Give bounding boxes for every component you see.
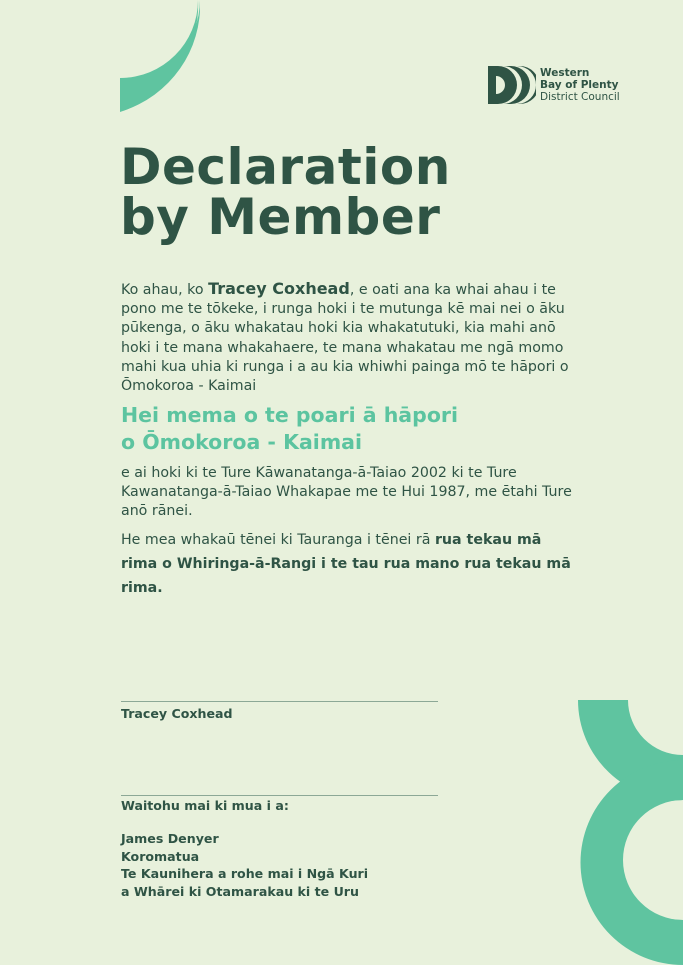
witness-org-line-1: Te Kaunihera a rohe mai i Ngā Kuri bbox=[121, 866, 369, 881]
council-logo-text bbox=[540, 67, 620, 103]
member-name: Tracey Coxhead bbox=[208, 279, 350, 298]
title-line-1: Declaration bbox=[120, 138, 451, 196]
member-signature-line bbox=[121, 701, 438, 702]
witness-block bbox=[121, 830, 368, 900]
decorative-arc-top bbox=[110, 0, 200, 112]
witness-org-line-2: a Whārei ki Otamarakau ki te Uru bbox=[121, 883, 359, 899]
witness-label: Waitohu mai ki mua i a: bbox=[121, 798, 289, 813]
board-subheading bbox=[121, 402, 581, 456]
declaration-intro bbox=[121, 279, 581, 396]
subheading-line-2: o Ōmokoroa - Kaimai bbox=[121, 430, 363, 454]
logo-line-3: District Council bbox=[540, 91, 620, 103]
signer-name: Tracey Coxhead bbox=[121, 706, 233, 721]
council-logo bbox=[486, 64, 620, 106]
witness-signature-line bbox=[121, 795, 438, 796]
witness-name: James Denyer bbox=[121, 831, 219, 846]
logo-line-1: Western bbox=[540, 67, 590, 79]
page-title bbox=[120, 138, 451, 246]
subheading-line-1: Hei mema o te poari ā hāpori bbox=[121, 403, 459, 427]
legislation-paragraph: e ai hoki ki te Ture Kāwanatanga-ā-Taiao 2002 ki te Ture Kawanatanga-ā-Taiao Whakapae me te Hui 1987, me ētahi Ture anō rānei. bbox=[121, 465, 572, 519]
council-logo-mark-icon bbox=[486, 64, 536, 106]
decorative-rings-bottom bbox=[560, 690, 683, 965]
title-line-2: by Member bbox=[120, 188, 441, 246]
intro-before: Ko ahau, ko bbox=[121, 282, 209, 298]
intro-after: , e oati ana ka whai ahau i te pono me te tōkeke, i runga hoki i te mutunga kē mai nei o āku pūkenga, o āku whakatau hoki kia whakatutuki, kia mahi anō hoki i te mana whakahaere, te mana whakatau me ngā momo mahi kua uhia ki runga i a au kia whiwhi painga mō te hāpori o Ōmokoroa - Kaimai bbox=[121, 282, 569, 395]
date-paragraph bbox=[121, 528, 581, 600]
witness-title: Koromatua bbox=[121, 848, 200, 864]
date-paragraph-date: rua tekau mā rima o Whiringa-ā-Rangi i te tau rua mano rua tekau mā rima. bbox=[121, 532, 571, 596]
logo-line-2: Bay of Plenty bbox=[540, 79, 619, 91]
date-paragraph-before: He mea whakaū tēnei ki Tauranga i tēnei rā bbox=[121, 532, 435, 548]
